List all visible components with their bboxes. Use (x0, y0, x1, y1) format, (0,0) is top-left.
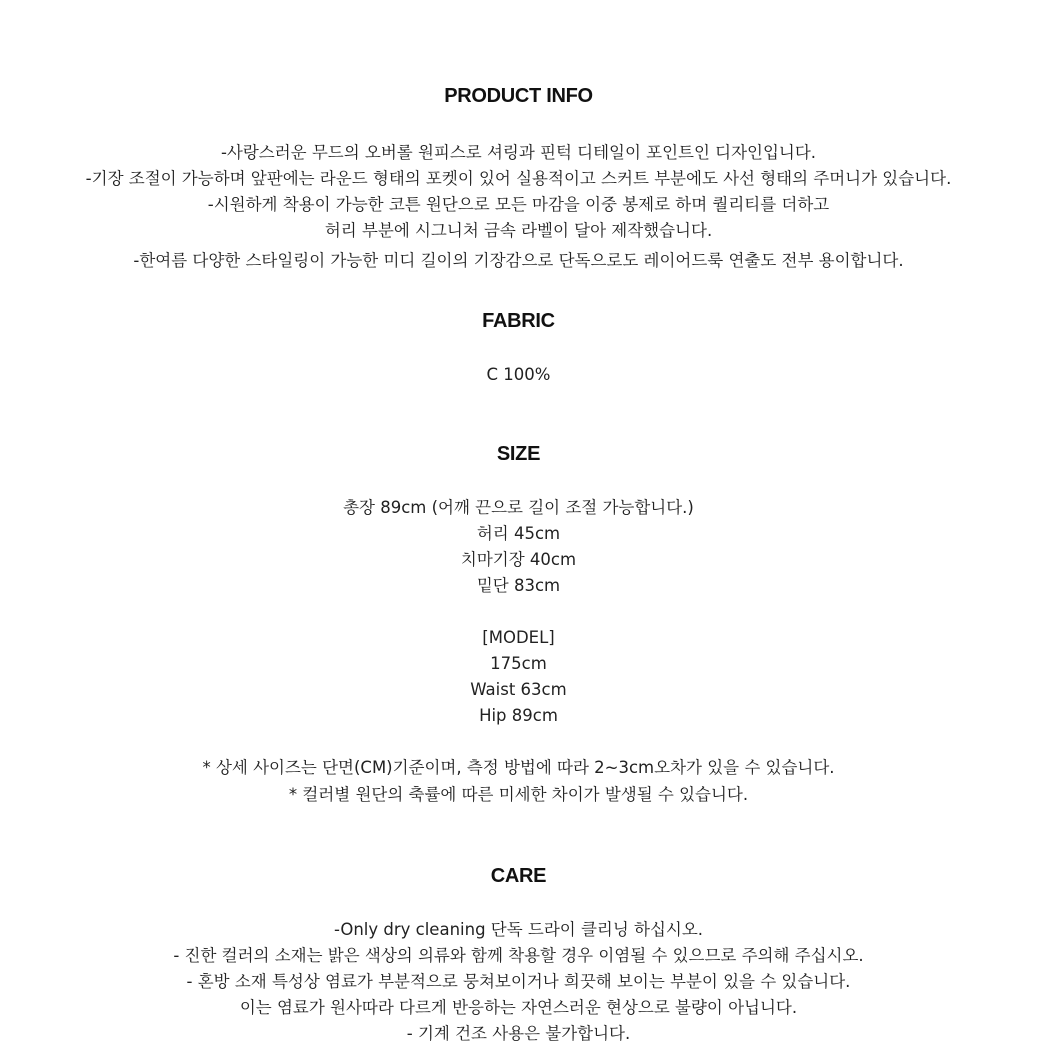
model-line: 175cm (490, 654, 547, 673)
size-line: 치마기장 40cm (460, 550, 577, 569)
product-info-heading: PRODUCT INFO (444, 85, 593, 107)
size-note: * 상세 사이즈는 단면(CM)기준이며, 측정 방법에 따라 2~3cm오차가 있을 수 있습니다. (202, 758, 835, 777)
size-line: 총장 89cm (어깨 끈으로 길이 조절 가능합니다.) (343, 498, 694, 517)
size-line: 밑단 83cm (476, 576, 561, 595)
care-line: -Only dry cleaning 단독 드라이 클리닝 하십시오. (333, 920, 704, 939)
product-info-line: -사랑스러운 무드의 오버롤 원피스로 셔링과 핀턱 디테일이 포인트인 디자인입니다. (220, 143, 817, 162)
model-line: Waist 63cm (470, 680, 567, 699)
product-info-line: -시원하게 착용이 가능한 코튼 원단으로 모든 마감을 이중 봉제로 하며 퀄리티를 더하고 (207, 195, 830, 214)
care-line: - 혼방 소재 특성상 염료가 부분적으로 뭉쳐보이거나 희끗해 보이는 부분이 있을 수 있습니다. (186, 972, 851, 991)
care-line: - 진한 컬러의 소재는 밝은 색상의 의류와 함께 착용할 경우 이염될 수 있으므로 주의해 주십시오. (173, 946, 864, 965)
product-info-line: 허리 부분에 시그니처 금속 라벨이 달아 제작했습니다. (324, 221, 713, 240)
care-line: - 기계 건조 사용은 불가합니다. (406, 1024, 631, 1043)
product-info-line: -한여름 다양한 스타일링이 가능한 미디 길이의 기장감으로 단독으로도 레이어드룩 연출도 전부 용이합니다. (133, 251, 904, 270)
fabric-heading: FABRIC (482, 310, 555, 332)
care-line: 이는 염료가 원사따라 다르게 반응하는 자연스러운 현상으로 불량이 아닙니다. (239, 998, 798, 1017)
product-info-line: -기장 조절이 가능하며 앞판에는 라운드 형태의 포켓이 있어 실용적이고 스커트 부분에도 사선 형태의 주머니가 있습니다. (85, 169, 952, 188)
model-line: [MODEL] (482, 628, 555, 647)
fabric-line: C 100% (486, 365, 551, 384)
care-heading: CARE (490, 865, 547, 887)
size-heading: SIZE (496, 443, 541, 465)
model-line: Hip 89cm (479, 706, 558, 725)
size-line: 허리 45cm (476, 524, 561, 543)
size-note: * 컬러별 원단의 축률에 따른 미세한 차이가 발생될 수 있습니다. (288, 785, 749, 804)
